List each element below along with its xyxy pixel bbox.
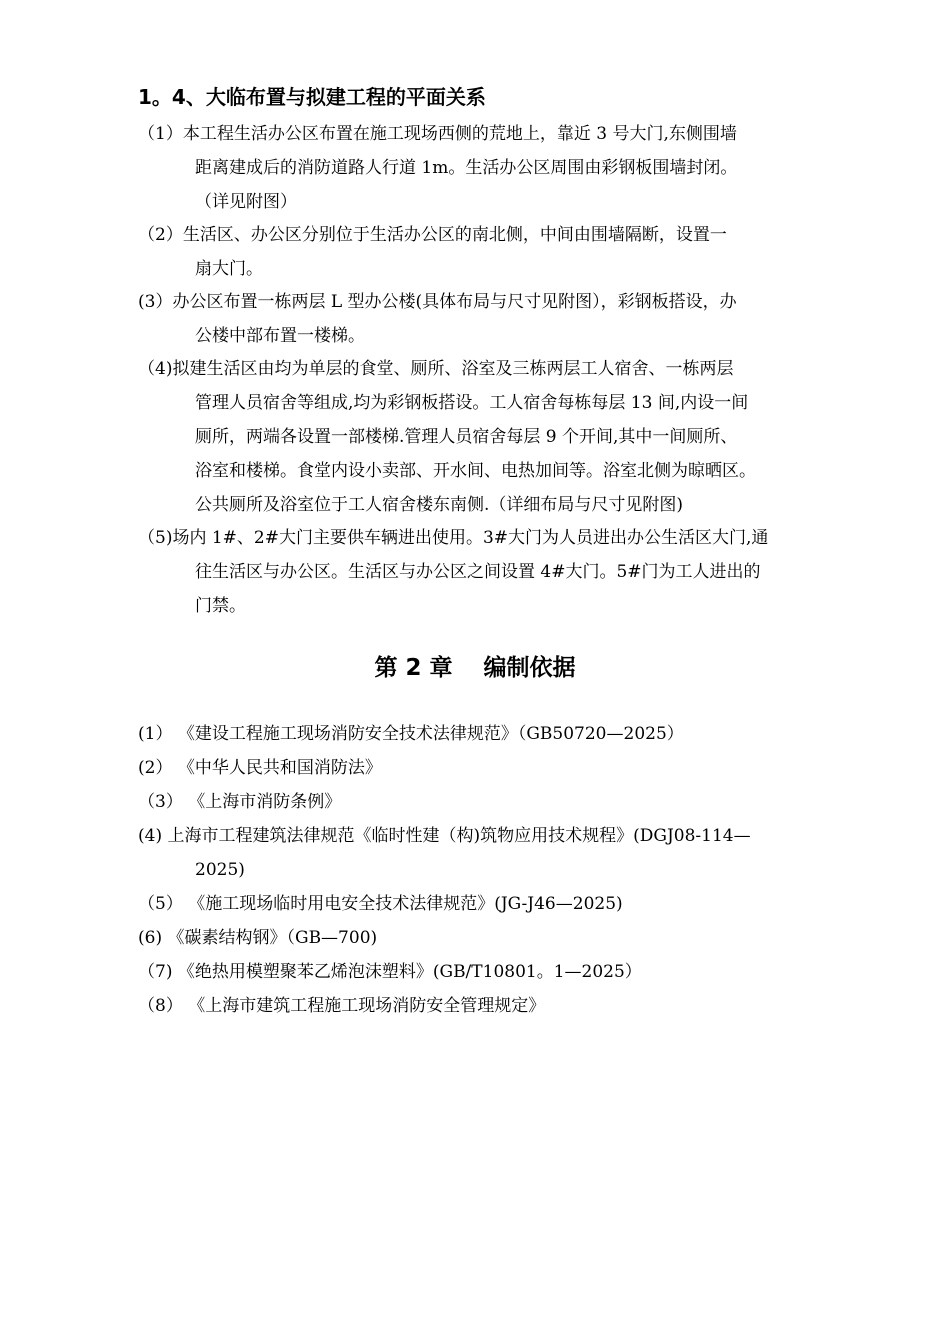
- reference-item: （5） 《施工现场临时用电安全技术法律规范》(JG-J46—2025): [138, 894, 623, 914]
- reference-line: 2025): [195, 860, 245, 880]
- layout-paragraph-3: [138, 285, 828, 353]
- reference-item: (2） 《中华人民共和国消防法》: [138, 758, 382, 778]
- paragraph-line: 公共厕所及浴室位于工人宿舍楼东南侧.（详细布局与尺寸见附图): [195, 495, 684, 515]
- paragraph-line: 厕所，两端各设置一部楼梯.管理人员宿舍每层 9 个开间,其中一间厕所、: [195, 427, 738, 447]
- chapter-title: 第 2 章 编制依据: [374, 655, 576, 681]
- paragraph-line: 管理人员宿舍等组成,均为彩钢板搭设。工人宿舍每栋每层 13 间,内设一间: [195, 393, 749, 413]
- paragraph-line: 浴室和楼梯。食堂内设小卖部、开水间、电热加间等。浴室北侧为晾晒区。: [195, 461, 756, 481]
- reference-item: （3） 《上海市消防条例》: [138, 792, 342, 812]
- paragraph-line: 公楼中部布置一楼梯。: [195, 326, 365, 346]
- paragraph-line: （详见附图）: [195, 192, 297, 212]
- reference-item: [138, 819, 828, 887]
- reference-line: (4) 上海市工程建筑法律规范《临时性建（构)筑物应用技术规程》(DGJ08-114—: [138, 826, 751, 846]
- paragraph-line: 门禁。: [195, 596, 246, 616]
- layout-paragraph-2: [138, 218, 828, 286]
- reference-item: （8） 《上海市建筑工程施工现场消防安全管理规定》: [138, 996, 546, 1016]
- paragraph-line: 距离建成后的消防道路人行道 1m。生活办公区周围由彩钢板围墙封闭。: [195, 158, 738, 178]
- layout-paragraph-4: [138, 352, 828, 522]
- reference-item: （7) 《绝热用模塑聚苯乙烯泡沫塑料》(GB/T10801。1—2025）: [138, 962, 642, 982]
- paragraph-line: (3）办公区布置一栋两层 L 型办公楼(具体布局与尺寸见附图），彩钢板搭设，办: [138, 292, 737, 312]
- paragraph-line: （2）生活区、办公区分别位于生活办公区的南北侧，中间由围墙隔断，设置一: [138, 225, 727, 245]
- layout-paragraph-1: [138, 117, 828, 219]
- reference-list: [138, 717, 828, 1023]
- reference-item: (1） 《建设工程施工现场消防安全技术法律规范》（GB50720—2025）: [138, 724, 684, 744]
- paragraph-line: （1）本工程生活办公区布置在施工现场西侧的荒地上，靠近 3 号大门,东侧围墙: [138, 124, 737, 144]
- paragraph-line: （5)场内 1#、2#大门主要供车辆进出使用。3#大门为人员进出办公生活区大门,通: [138, 528, 769, 548]
- reference-item: (6) 《碳素结构钢》（GB—700): [138, 928, 378, 948]
- paragraph-line: （4)拟建生活区由均为单层的食堂、厕所、浴室及三栋两层工人宿舍、一栋两层: [138, 359, 734, 379]
- layout-paragraph-5: [138, 521, 828, 623]
- paragraph-line: 扇大门。: [195, 259, 263, 279]
- paragraph-line: 往生活区与办公区。生活区与办公区之间设置 4#大门。5#门为工人进出的: [195, 562, 761, 582]
- section-title: 1。4、大临布置与拟建工程的平面关系: [138, 85, 486, 109]
